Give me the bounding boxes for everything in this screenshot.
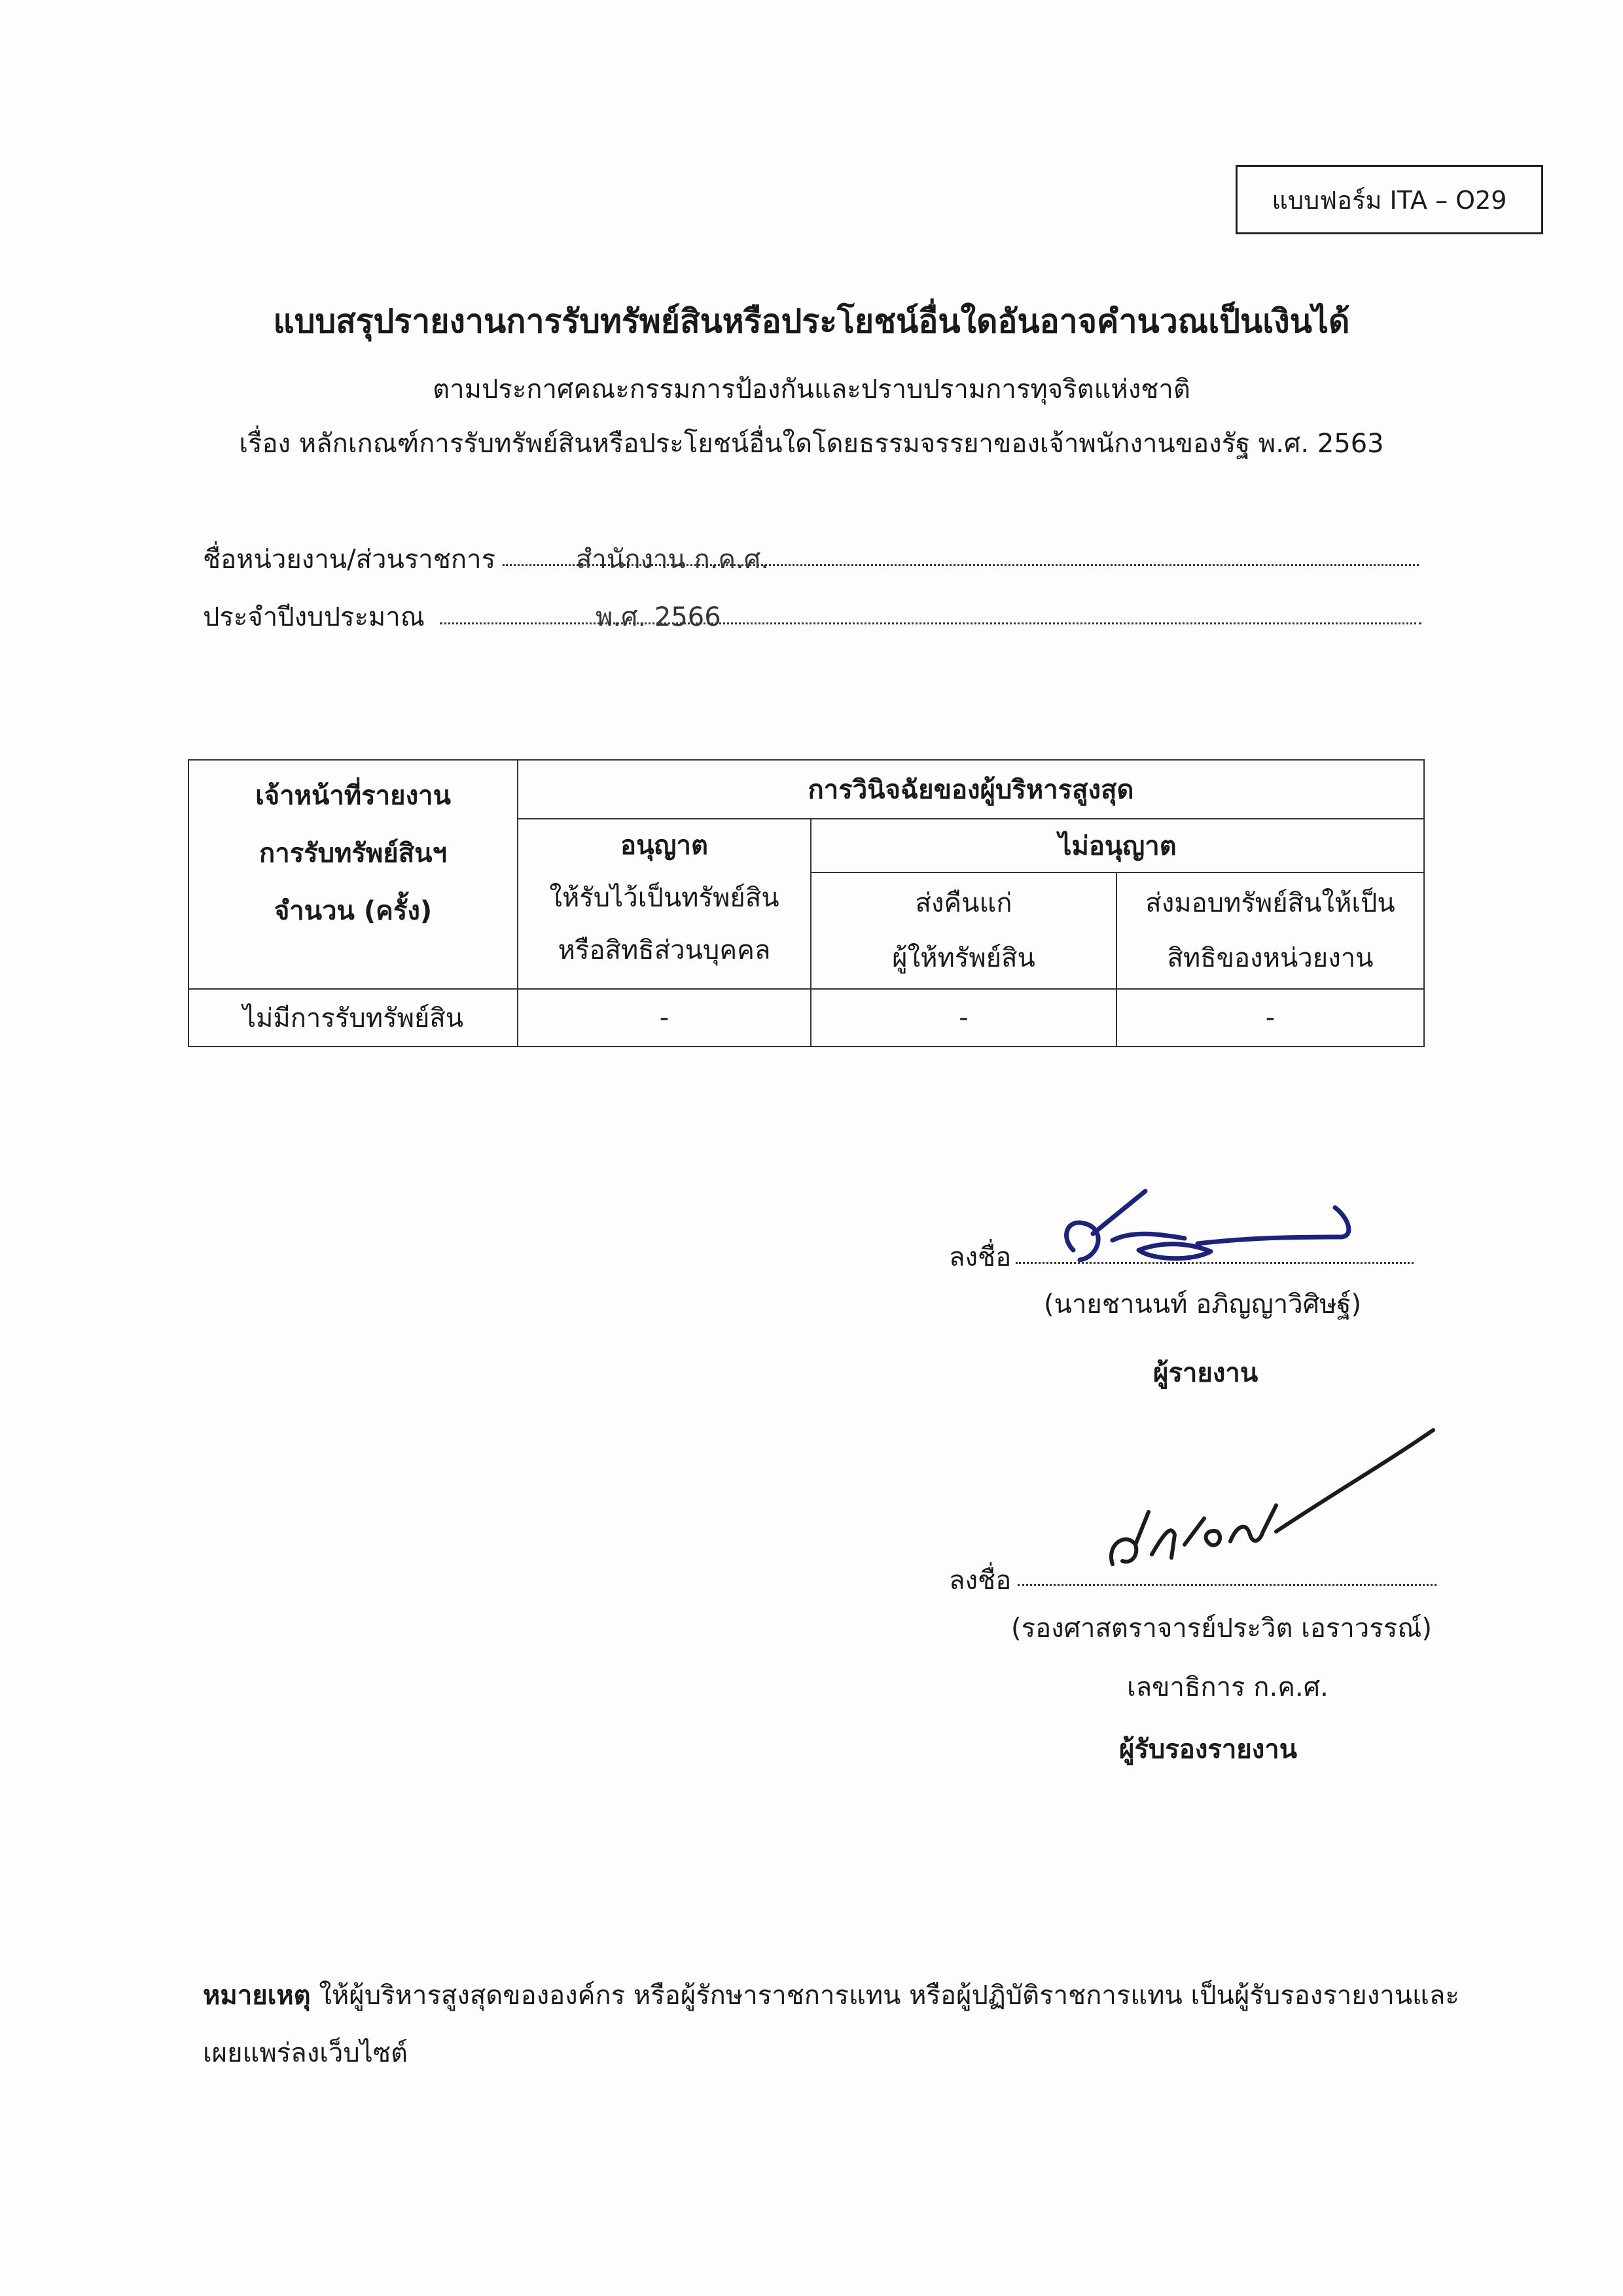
table-cell: - <box>518 989 811 1047</box>
document-title: แบบสรุปรายงานการรับทรัพย์สินหรือประโยชน์อื่นใดอันอาจคำนวณเป็นเงินได้ <box>273 302 1350 340</box>
handover-line-1: ส่งมอบทรัพย์สินให้เป็น <box>1145 888 1395 918</box>
approve-sub-1: ให้รับไว้เป็นทรัพย์สิน <box>549 883 779 913</box>
form-code: แบบฟอร์ม ITA – O29 <box>1272 185 1507 215</box>
table-row <box>188 989 1424 1047</box>
signature-1-image <box>1034 1178 1374 1276</box>
approve-sub-2: หรือสิทธิส่วนบุคคล <box>558 935 771 965</box>
report-table <box>188 759 1425 1047</box>
form-code-badge <box>1236 165 1543 234</box>
document-subtitle-2: เรื่อง หลักเกณฑ์การรับทรัพย์สินหรือประโยชน์อื่นใดโดยธรรมจรรยาของเจ้าพนักงานของรัฐ พ.ศ. 2563 <box>239 429 1384 459</box>
decision-header: การวินิจฉัยของผู้บริหารสูงสุด <box>518 760 1424 819</box>
fiscal-year-label: ประจำปีงบประมาณ <box>203 602 425 632</box>
document-subtitle-1: ตามประกาศคณะกรรมการป้องกันและปราบปรามการทุจริตแห่งชาติ <box>433 374 1190 404</box>
reporter-header-line-2: การรับทรัพย์สินฯ <box>259 838 447 869</box>
reporter-header-cell <box>188 760 518 989</box>
handover-line-2: สิทธิของหน่วยงาน <box>1167 943 1374 973</box>
table-cell: ไม่มีการรับทรัพย์สิน <box>188 989 518 1047</box>
signature-2-line <box>1018 1584 1436 1586</box>
reporter-header-line-1: เจ้าหน้าที่รายงาน <box>255 781 451 811</box>
signature-1-name: (นายชานนท์ อภิญญาวิศิษฐ์) <box>1044 1289 1362 1319</box>
note-label: หมายเหตุ <box>203 1981 311 2011</box>
table-cell: - <box>1116 989 1424 1047</box>
signature-2-image <box>1086 1414 1453 1577</box>
approve-header-cell <box>518 819 811 989</box>
return-line-1: ส่งคืนแก่ <box>915 888 1012 918</box>
signature-1-label: ลงชื่อ <box>949 1242 1012 1272</box>
return-cell <box>811 872 1116 989</box>
table-cell: - <box>811 989 1116 1047</box>
note <box>203 1967 1472 2082</box>
signature-1-role: ผู้รายงาน <box>1153 1358 1258 1388</box>
signature-2-label: ลงชื่อ <box>949 1566 1012 1596</box>
signature-2-name: (รองศาสตราจารย์ประวิต เอราวรรณ์) <box>1011 1613 1432 1643</box>
approve-header: อนุญาต <box>620 831 708 861</box>
note-text: ให้ผู้บริหารสูงสุดขององค์กร หรือผู้รักษาราชการแทน หรือผู้ปฏิบัติราชการแทน เป็นผู้รับรองรายงานและเผยแพร่ลงเว็บไซต์ <box>203 1981 1459 2068</box>
reporter-header-line-3: จำนวน (ครั้ง) <box>274 896 433 926</box>
handover-cell <box>1116 872 1424 989</box>
fiscal-year-dotted-line <box>440 622 1421 624</box>
signature-2-role: ผู้รับรองรายงาน <box>1119 1734 1298 1765</box>
agency-label: ชื่อหน่วยงาน/ส่วนราชการ <box>203 545 496 575</box>
deny-header: ไม่อนุญาต <box>811 819 1424 872</box>
fiscal-year-value: พ.ศ. 2566 <box>596 602 721 632</box>
return-line-2: ผู้ให้ทรัพย์สิน <box>892 943 1035 973</box>
signature-2-position: เลขาธิการ ก.ค.ศ. <box>1127 1672 1329 1702</box>
agency-value: สำนักงาน ก.ค.ศ. <box>576 545 769 575</box>
